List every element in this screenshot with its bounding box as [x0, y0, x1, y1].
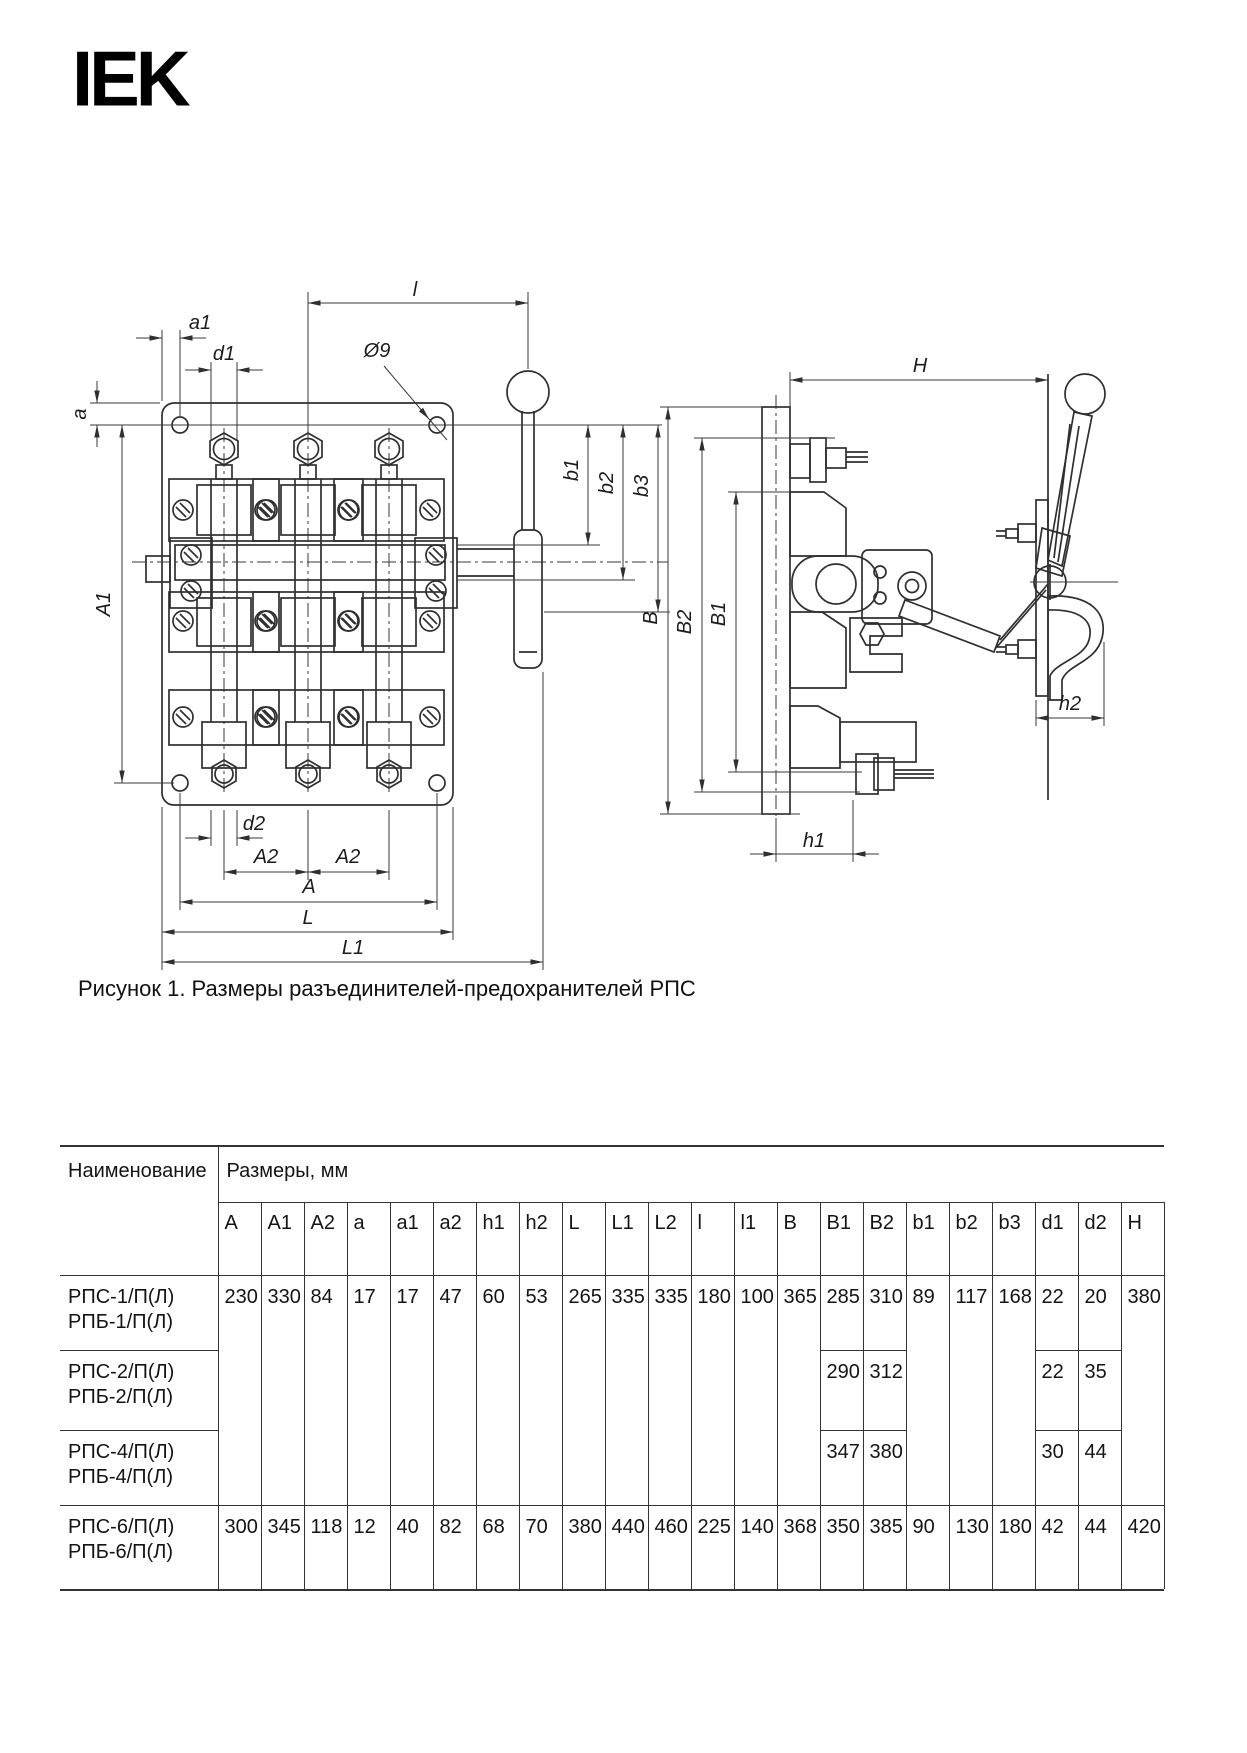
table-cell [906, 1350, 949, 1430]
table-cell [906, 1430, 949, 1505]
table-cell: 140 [734, 1505, 777, 1589]
dim-label-A2: A2 [335, 846, 361, 868]
table-cell [519, 1430, 562, 1505]
table-cell [519, 1350, 562, 1430]
table-cell: 380 [1121, 1275, 1164, 1350]
row-name-line: РПС-4/П(Л) [68, 1440, 175, 1463]
table-cell: 17 [390, 1275, 433, 1350]
table-cell [949, 1430, 992, 1505]
col-header: a2 [433, 1202, 476, 1275]
table-cell [605, 1350, 648, 1430]
table-cell [992, 1350, 1035, 1430]
table-cell [1121, 1350, 1164, 1430]
table-cell [605, 1430, 648, 1505]
table-cell [218, 1350, 261, 1430]
table-cell: 365 [777, 1275, 820, 1350]
table-cell: 90 [906, 1505, 949, 1589]
front-view-dimensions [69, 279, 670, 970]
iek-logo: IEK [72, 36, 187, 123]
table-cell: 330 [261, 1275, 304, 1350]
sizes-header: Размеры, мм [218, 1147, 1164, 1202]
table-cell [304, 1430, 347, 1505]
name-column-header: Наименование [68, 1160, 207, 1182]
table-cell [691, 1350, 734, 1430]
dim-label-A2: A2 [253, 846, 279, 868]
row-name-line: РПС-6/П(Л) [68, 1515, 175, 1538]
table-cell: 350 [820, 1505, 863, 1589]
table-cell: 312 [863, 1350, 906, 1430]
col-header: B2 [863, 1202, 906, 1275]
table-cell: 117 [949, 1275, 992, 1350]
table-cell: 82 [433, 1505, 476, 1589]
row-name-line: РПС-1/П(Л) [68, 1285, 175, 1308]
table-cell [949, 1350, 992, 1430]
table-cell: 68 [476, 1505, 519, 1589]
dim-label-b2: b2 [596, 471, 618, 495]
table-cell [261, 1430, 304, 1505]
dim-label-h1: h1 [802, 830, 826, 852]
dim-label-l: l [412, 279, 418, 301]
table-cell: 40 [390, 1505, 433, 1589]
col-header: a [347, 1202, 390, 1275]
table-cell: 130 [949, 1505, 992, 1589]
col-header: d1 [1035, 1202, 1078, 1275]
dim-label-L1: L1 [341, 937, 365, 959]
table-cell: 180 [691, 1275, 734, 1350]
dim-label-dia9: Ø9 [363, 340, 391, 362]
side-view [762, 374, 1118, 835]
table-cell [347, 1350, 390, 1430]
front-view [90, 371, 668, 805]
table-cell [390, 1430, 433, 1505]
table-cell [433, 1430, 476, 1505]
col-header: B1 [820, 1202, 863, 1275]
table-cell [734, 1350, 777, 1430]
table-cell: 180 [992, 1505, 1035, 1589]
dim-label-a: a [69, 408, 91, 420]
col-header: h2 [519, 1202, 562, 1275]
table-cell: 70 [519, 1505, 562, 1589]
table-cell: 30 [1035, 1430, 1078, 1505]
dim-label-L: L [302, 907, 314, 929]
table-cell: 420 [1121, 1505, 1164, 1589]
dim-label-h2: h2 [1058, 693, 1082, 715]
mount-hole-icon [172, 775, 188, 791]
dim-label-B: B [640, 611, 662, 625]
dim-label-b3: b3 [631, 474, 653, 498]
table-cell: 335 [648, 1275, 691, 1350]
table-cell: 230 [218, 1275, 261, 1350]
table-cell [777, 1350, 820, 1430]
col-header: A1 [261, 1202, 304, 1275]
table-cell [992, 1430, 1035, 1505]
table-cell [648, 1350, 691, 1430]
col-header: A2 [304, 1202, 347, 1275]
table-cell: 440 [605, 1505, 648, 1589]
table-cell [734, 1430, 777, 1505]
table-cell [476, 1430, 519, 1505]
row-name [60, 1505, 218, 1589]
dim-label-B2: B2 [674, 609, 696, 635]
table-cell: 168 [992, 1275, 1035, 1350]
table-cell [1121, 1430, 1164, 1505]
col-header: a1 [390, 1202, 433, 1275]
table-cell: 265 [562, 1275, 605, 1350]
table-cell: 368 [777, 1505, 820, 1589]
table-cell: 84 [304, 1275, 347, 1350]
col-header: A [218, 1202, 261, 1275]
col-header: l [691, 1202, 734, 1275]
table-cell: 300 [218, 1505, 261, 1589]
handle-side [1030, 374, 1118, 700]
table-cell: 22 [1035, 1350, 1078, 1430]
table-cell [648, 1430, 691, 1505]
table-cell [562, 1350, 605, 1430]
table-cell: 310 [863, 1275, 906, 1350]
table-row [60, 1350, 1164, 1430]
dim-label-B1: B1 [708, 601, 730, 627]
row-name [60, 1350, 218, 1430]
table-cell: 347 [820, 1430, 863, 1505]
row-name-line: РПБ-2/П(Л) [68, 1385, 173, 1408]
handle-ball-icon [1065, 374, 1105, 414]
dim-label-A1: A1 [93, 591, 115, 617]
dim-label-a1: a1 [188, 312, 212, 334]
side-view-dimensions [640, 355, 1104, 862]
table-cell: 118 [304, 1505, 347, 1589]
col-header: L2 [648, 1202, 691, 1275]
table-cell [476, 1350, 519, 1430]
row-name-line: РПБ-1/П(Л) [68, 1310, 173, 1333]
table-cell: 12 [347, 1505, 390, 1589]
row-name [60, 1275, 218, 1350]
col-header: L1 [605, 1202, 648, 1275]
table-cell: 335 [605, 1275, 648, 1350]
table-row [60, 1275, 1164, 1350]
figure-caption: Рисунок 1. Размеры разъединителей-предохранителей РПС [78, 976, 696, 1001]
dim-label-d2: d2 [242, 813, 266, 835]
dim-label-b1: b1 [561, 458, 583, 482]
row-name [60, 1430, 218, 1505]
table-cell [562, 1430, 605, 1505]
dimensions-table [60, 1145, 1164, 1591]
table-cell: 380 [562, 1505, 605, 1589]
table-cell [304, 1350, 347, 1430]
dim-label-A: A [302, 876, 316, 898]
table-cell: 53 [519, 1275, 562, 1350]
table-cell [347, 1430, 390, 1505]
table-cell: 44 [1078, 1430, 1121, 1505]
col-header: B [777, 1202, 820, 1275]
table-cell: 42 [1035, 1505, 1078, 1589]
col-header: b3 [992, 1202, 1035, 1275]
table-cell: 345 [261, 1505, 304, 1589]
col-header: b1 [906, 1202, 949, 1275]
handle-front [507, 371, 549, 668]
col-header: h1 [476, 1202, 519, 1275]
table-cell: 35 [1078, 1350, 1121, 1430]
table-cell: 20 [1078, 1275, 1121, 1350]
table-cell: 100 [734, 1275, 777, 1350]
table-cell [218, 1430, 261, 1505]
table-row [60, 1430, 1164, 1505]
col-header: l1 [734, 1202, 777, 1275]
table-cell: 44 [1078, 1505, 1121, 1589]
col-header: d2 [1078, 1202, 1121, 1275]
table-cell: 285 [820, 1275, 863, 1350]
table-cell [433, 1350, 476, 1430]
handle-ball-icon [507, 371, 549, 413]
row-name-line: РПС-2/П(Л) [68, 1360, 175, 1383]
table-cell: 225 [691, 1505, 734, 1589]
table-cell: 17 [347, 1275, 390, 1350]
table-cell: 460 [648, 1505, 691, 1589]
table-cell: 60 [476, 1275, 519, 1350]
dim-label-H: H [912, 355, 928, 377]
dim-label-d1: d1 [212, 343, 236, 365]
table-cell [261, 1350, 304, 1430]
table-cell [777, 1430, 820, 1505]
table-cell: 380 [863, 1430, 906, 1505]
table-cell: 290 [820, 1350, 863, 1430]
table-cell: 89 [906, 1275, 949, 1350]
table-cell: 47 [433, 1275, 476, 1350]
mount-hole-icon [429, 775, 445, 791]
table-row [60, 1505, 1164, 1589]
table-cell: 385 [863, 1505, 906, 1589]
table-cell [691, 1430, 734, 1505]
col-header: b2 [949, 1202, 992, 1275]
table-cell [390, 1350, 433, 1430]
table-cell: 22 [1035, 1275, 1078, 1350]
col-header: H [1121, 1202, 1164, 1275]
row-name-line: РПБ-6/П(Л) [68, 1540, 173, 1563]
row-name-line: РПБ-4/П(Л) [68, 1465, 173, 1488]
col-header: L [562, 1202, 605, 1275]
